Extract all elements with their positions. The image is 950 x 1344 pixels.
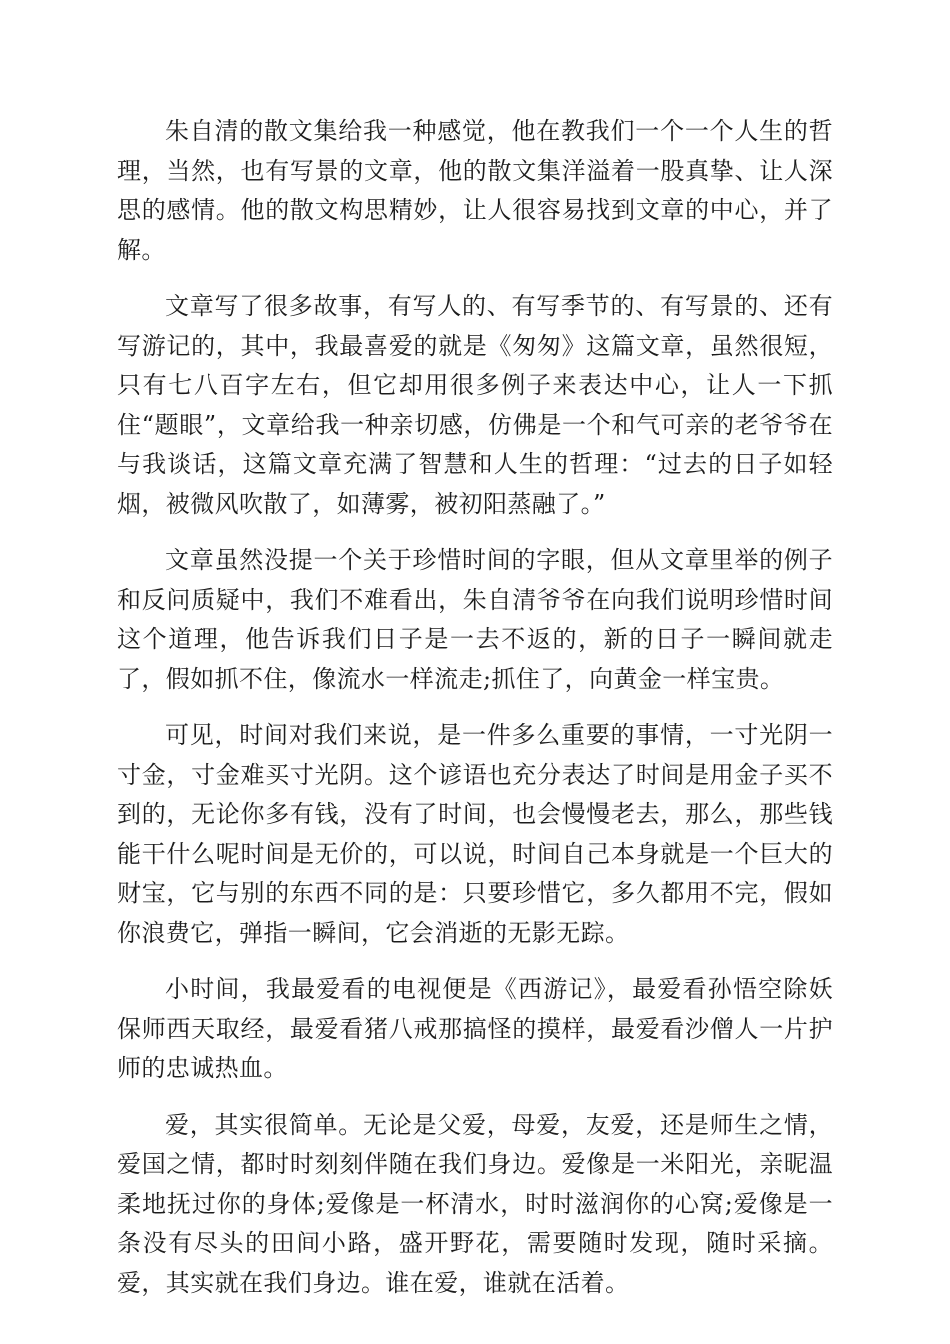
document-page <box>117 112 833 1320</box>
paragraph-3: 文章虽然没提一个关于珍惜时间的字眼，但从文章里举的例子和反问质疑中，我们不难看出，朱自清爷爷在向我们说明珍惜时间这个道理，他告诉我们日子是一去不返的，新的日子一瞬间就走了，假如抓不住，像流水一样流走;抓住了，向黄金一样宝贵。 <box>117 546 833 693</box>
paragraph-4: 可见，时间对我们来说，是一件多么重要的事情，一寸光阴一寸金，寸金难买寸光阴。这个谚语也充分表达了时间是用金子买不到的，无论你多有钱，没有了时间，也会慢慢老去，那么，那些钱能干什么呢时间是无价的，可以说，时间自己本身就是一个巨大的财宝，它与别的东西不同的是：只要珍惜它，多久都用不完，假如你浪费它，弹指一瞬间，它会消逝的无影无踪。 <box>117 721 833 947</box>
paragraph-5: 小时间，我最爱看的电视便是《西游记》，最爱看孙悟空除妖保师西天取经，最爱看猪八戒那搞怪的摸样，最爱看沙僧人一片护师的忠诚热血。 <box>117 975 833 1082</box>
paragraph-1: 朱自清的散文集给我一种感觉，他在教我们一个一个人生的哲理，当然，也有写景的文章，他的散文集洋溢着一股真挚、让人深思的感情。他的散文构思精妙，让人很容易找到文章的中心，并了解。 <box>117 117 833 264</box>
paragraph-2: 文章写了很多故事，有写人的、有写季节的、有写景的、还有写游记的，其中，我最喜爱的就是《匆匆》这篇文章，虽然很短，只有七八百字左右，但它却用很多例子来表达中心，让人一下抓住“题眼”，文章给我一种亲切感，仿佛是一个和气可亲的老爷爷在与我谈话，这篇文章充满了智慧和人生的哲理：“过去的日子如轻烟，被微风吹散了，如薄雾，被初阳蒸融了。” <box>117 292 833 518</box>
paragraph-6: 爱，其实很简单。无论是父爱，母爱，友爱，还是师生之情，爱国之情，都时时刻刻伴随在我们身边。爱像是一米阳光，亲昵温柔地抚过你的身体;爱像是一杯清水，时时滋润你的心窝;爱像是一条没有尽头的田间小路，盛开野花，需要随时发现，随时采摘。爱，其实就在我们身边。谁在爱，谁就在活着。 <box>117 1110 833 1297</box>
